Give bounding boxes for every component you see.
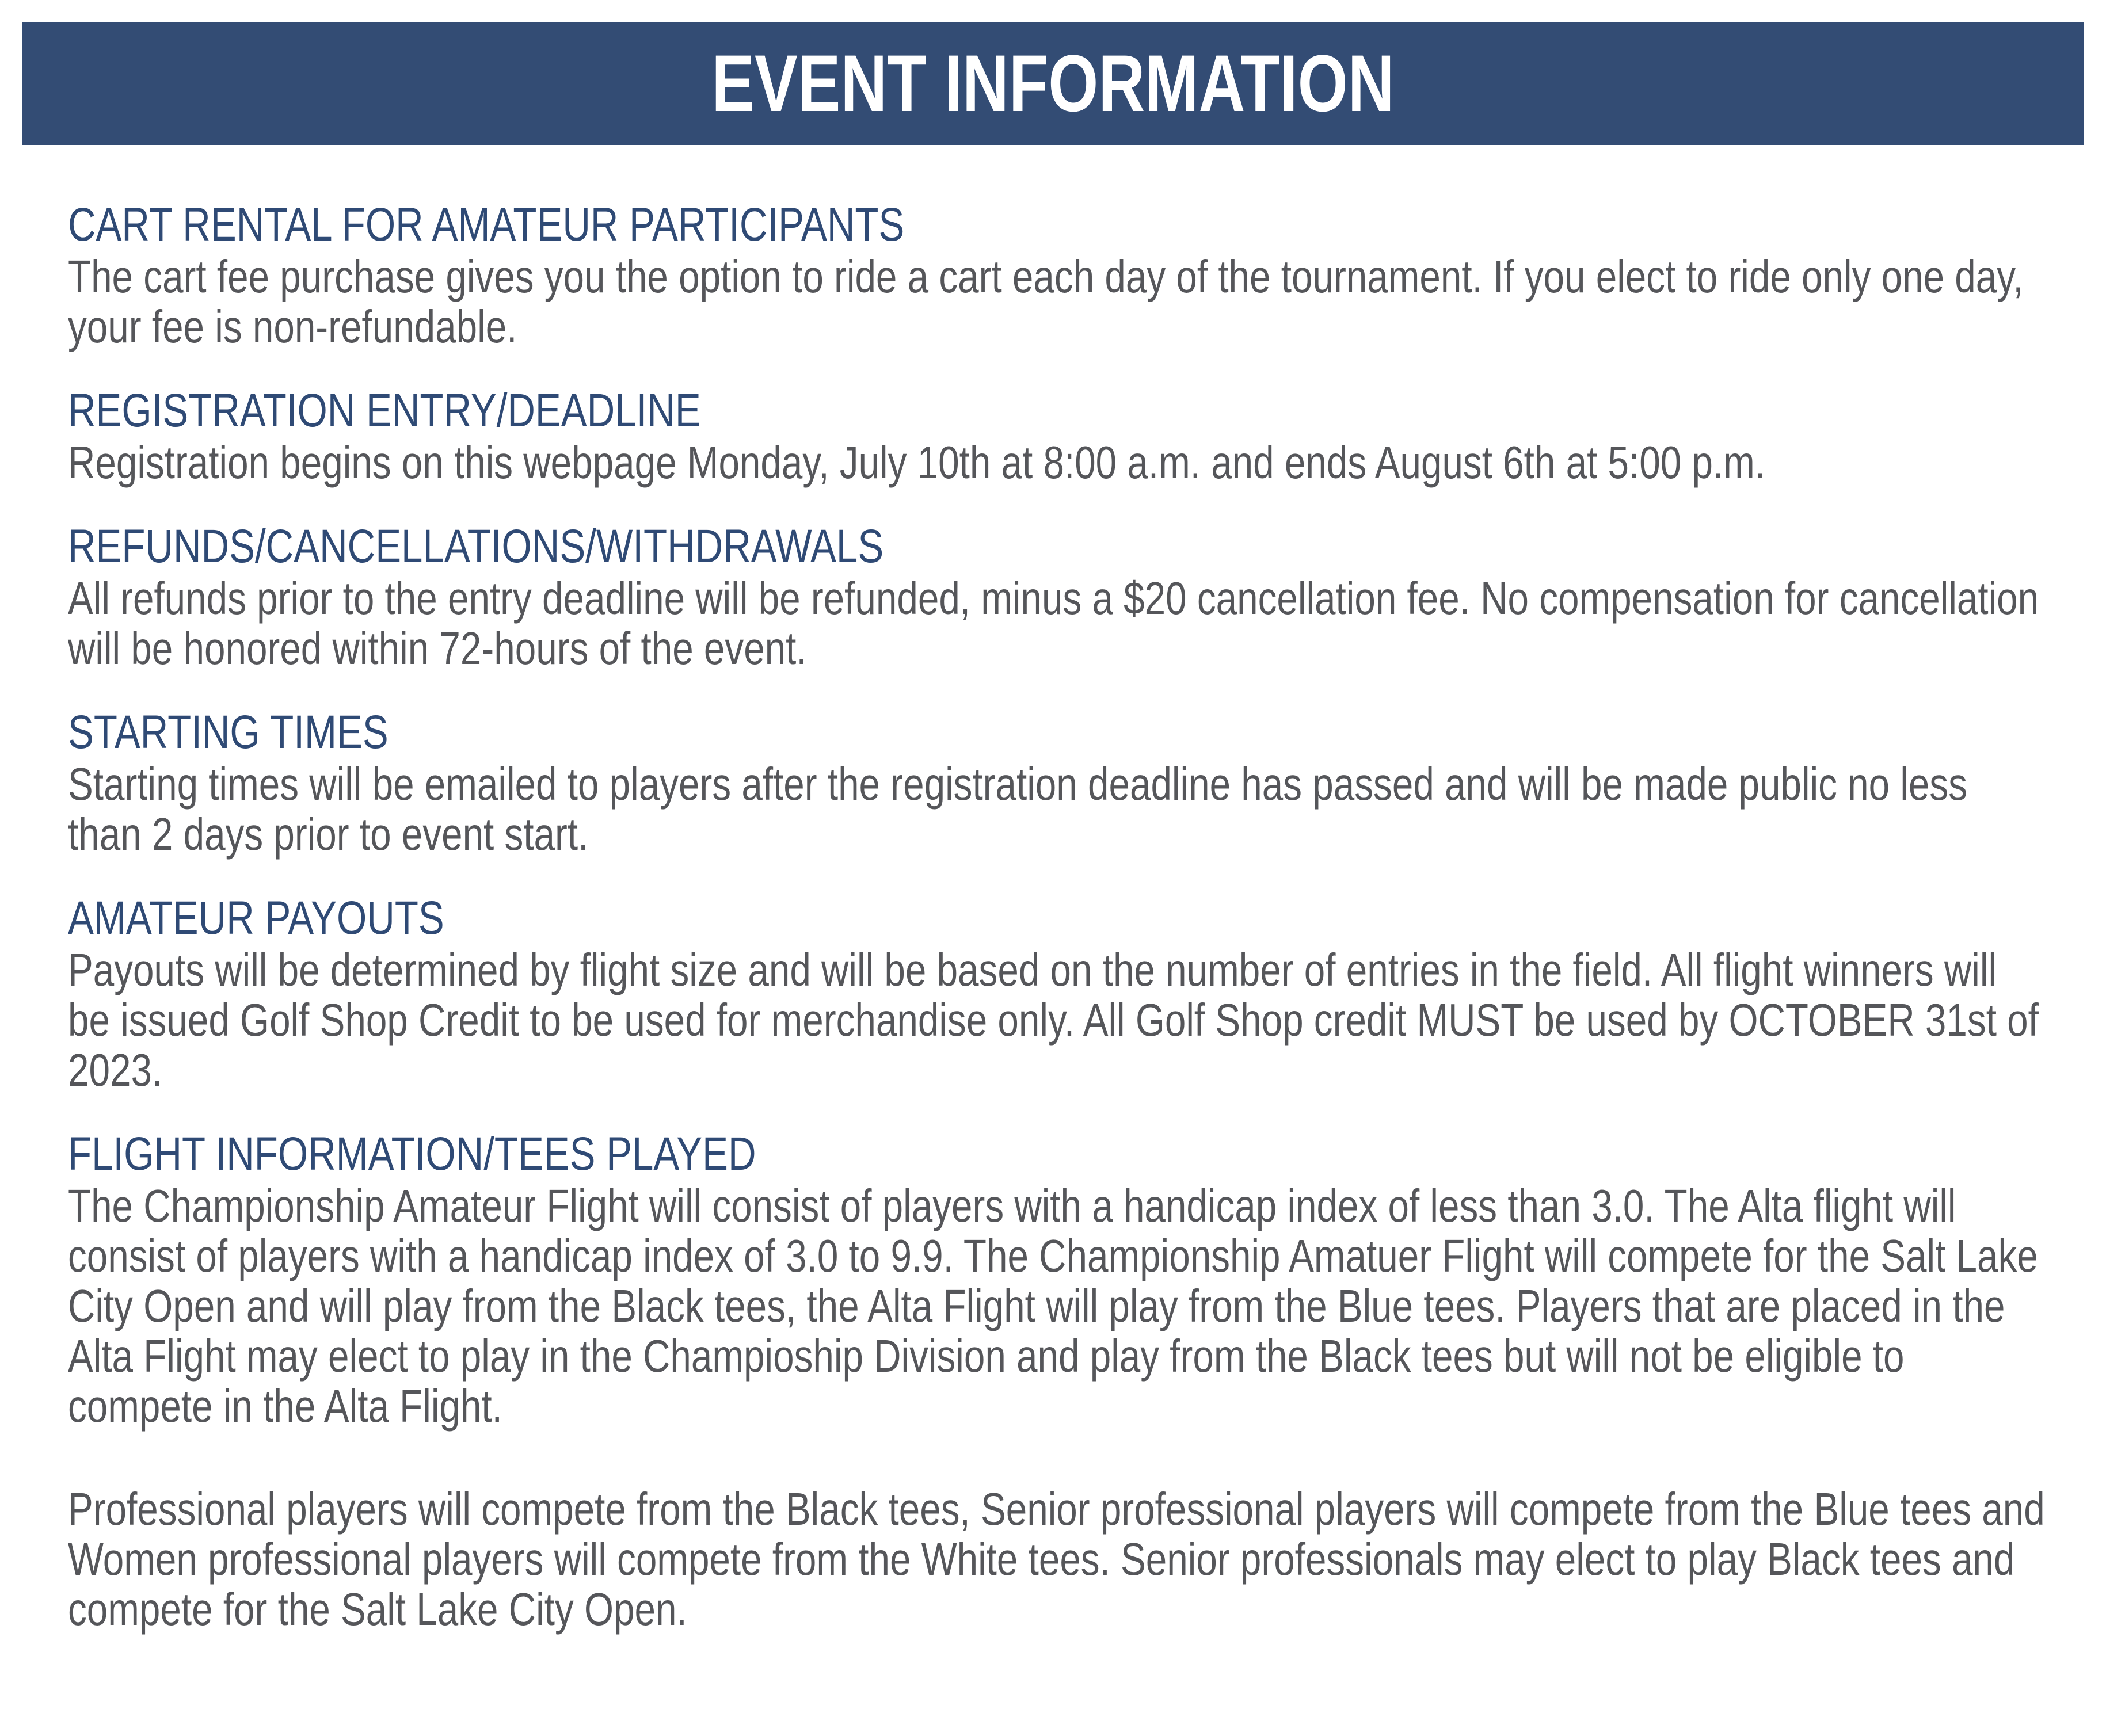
page-title: EVENT INFORMATION [711,38,1395,128]
section-heading: CART RENTAL FOR AMATEUR PARTICIPANTS [68,199,905,251]
section-heading: FLIGHT INFORMATION/TEES PLAYED [68,1128,756,1180]
section-paragraph: Starting times will be emailed to players after the registration deadline has passed and will be made public no less than 2 days prior to event start. [68,758,1968,860]
event-information-banner [22,22,2084,145]
event-info-content [68,199,2048,1634]
section-refunds [68,520,2048,673]
section-amateur-payouts [68,892,2048,1095]
section-starting-times [68,706,2048,859]
section-paragraph: The Championship Amateur Flight will consist of players with a handicap index of less than 3.0. The Alta flight will consist of players with a handicap index of 3.0 to 9.9. The Championship Amatuer Flight will compete for the Salt Lake City Open and will play from the Black tees, the Alta Flight will play from the Blue tees. Players that are placed in the Alta Flight may elect to play in the Champioship Division and play from the Black tees but will not be eligible to compete in the Alta Flight. [68,1180,2038,1432]
section-paragraph: The cart fee purchase gives you the option to ride a cart each day of the tournament. If you elect to ride only one day, your fee is non-refundable. [68,251,2024,352]
section-registration [68,384,2048,487]
section-paragraph: Professional players will compete from the Black tees, Senior professional players will compete from the Blue tees and Women professional players will compete from the White tees. Senior professionals may elect to play Black tees and compete for the Salt Lake City Open. [68,1483,2045,1635]
section-heading: REGISTRATION ENTRY/DEADLINE [68,384,701,437]
section-cart-rental [68,199,2048,352]
section-heading: STARTING TIMES [68,706,389,758]
section-paragraph: Registration begins on this webpage Monday, July 10th at 8:00 a.m. and ends August 6th at 5:00 p.m. [68,437,1766,488]
section-heading: AMATEUR PAYOUTS [68,892,444,944]
section-heading: REFUNDS/CANCELLATIONS/WITHDRAWALS [68,520,884,573]
section-flight-information [68,1128,2048,1634]
section-paragraph: All refunds prior to the entry deadline will be refunded, minus a $20 cancellation fee. No compensation for cancellation will be honored within 72-hours of the event. [68,573,2039,674]
section-paragraph: Payouts will be determined by flight size and will be based on the number of entries in the field. All flight winners will be issued Golf Shop Credit to be used for merchandise only. All Golf Shop credit MUST be used by OCTOBER 31st of 2023. [68,944,2039,1096]
